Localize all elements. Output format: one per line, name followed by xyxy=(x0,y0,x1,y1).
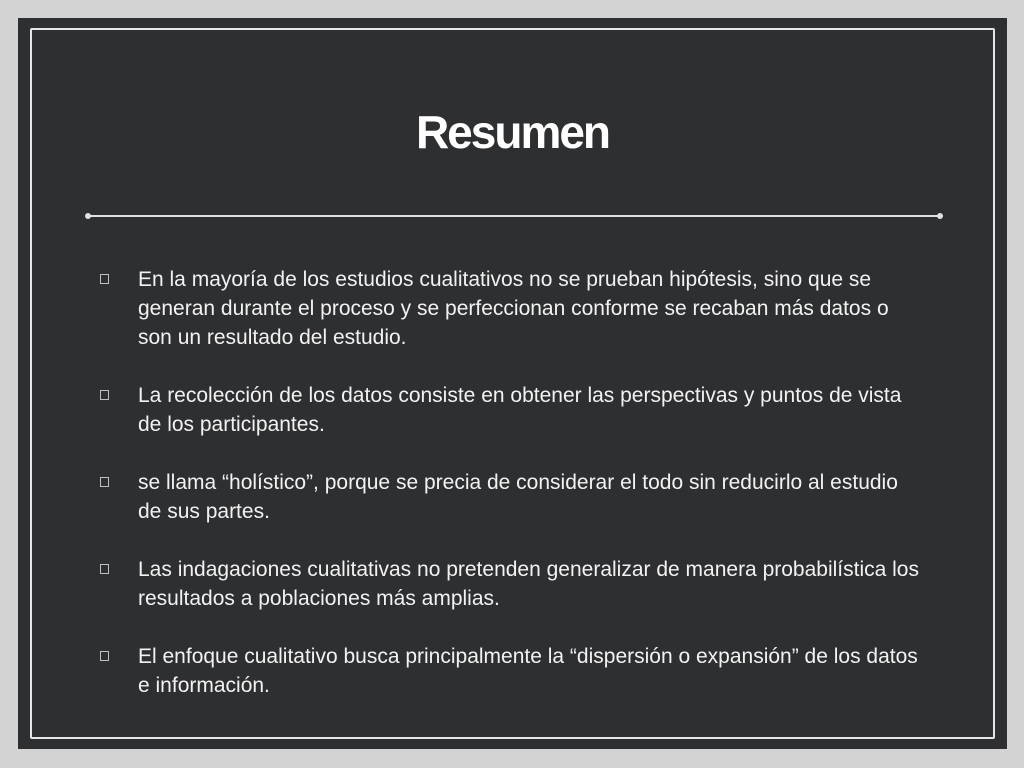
title-divider xyxy=(88,215,940,217)
bullet-item xyxy=(100,642,920,700)
slide-title: Resumen xyxy=(415,106,610,158)
bullet-text: La recolección de los datos consiste en obtener las perspectivas y puntos de vista de los participantes. xyxy=(138,384,902,436)
square-bullet-icon xyxy=(100,477,109,487)
square-bullet-icon xyxy=(100,564,109,574)
bullet-list xyxy=(100,265,920,729)
bullet-text: El enfoque cualitativo busca principalmente la “dispersión o expansión” de los datos e información. xyxy=(138,645,918,697)
bullet-item xyxy=(100,468,920,526)
square-bullet-icon xyxy=(100,274,109,284)
chalkboard-slide xyxy=(18,18,1007,749)
bullet-item xyxy=(100,381,920,439)
square-bullet-icon xyxy=(100,390,109,400)
bullet-item xyxy=(100,555,920,613)
bullet-item xyxy=(100,265,920,352)
bullet-text: se llama “holístico”, porque se precia de considerar el todo sin reducirlo al estudio de sus partes. xyxy=(138,471,898,523)
square-bullet-icon xyxy=(100,651,109,661)
bullet-text: Las indagaciones cualitativas no pretenden generalizar de manera probabilística los resultados a poblaciones más amplias. xyxy=(138,558,919,610)
bullet-text: En la mayoría de los estudios cualitativos no se prueban hipótesis, sino que se generan durante el proceso y se perfeccionan conforme se recaban más datos o son un resultado del estudio. xyxy=(138,268,889,349)
